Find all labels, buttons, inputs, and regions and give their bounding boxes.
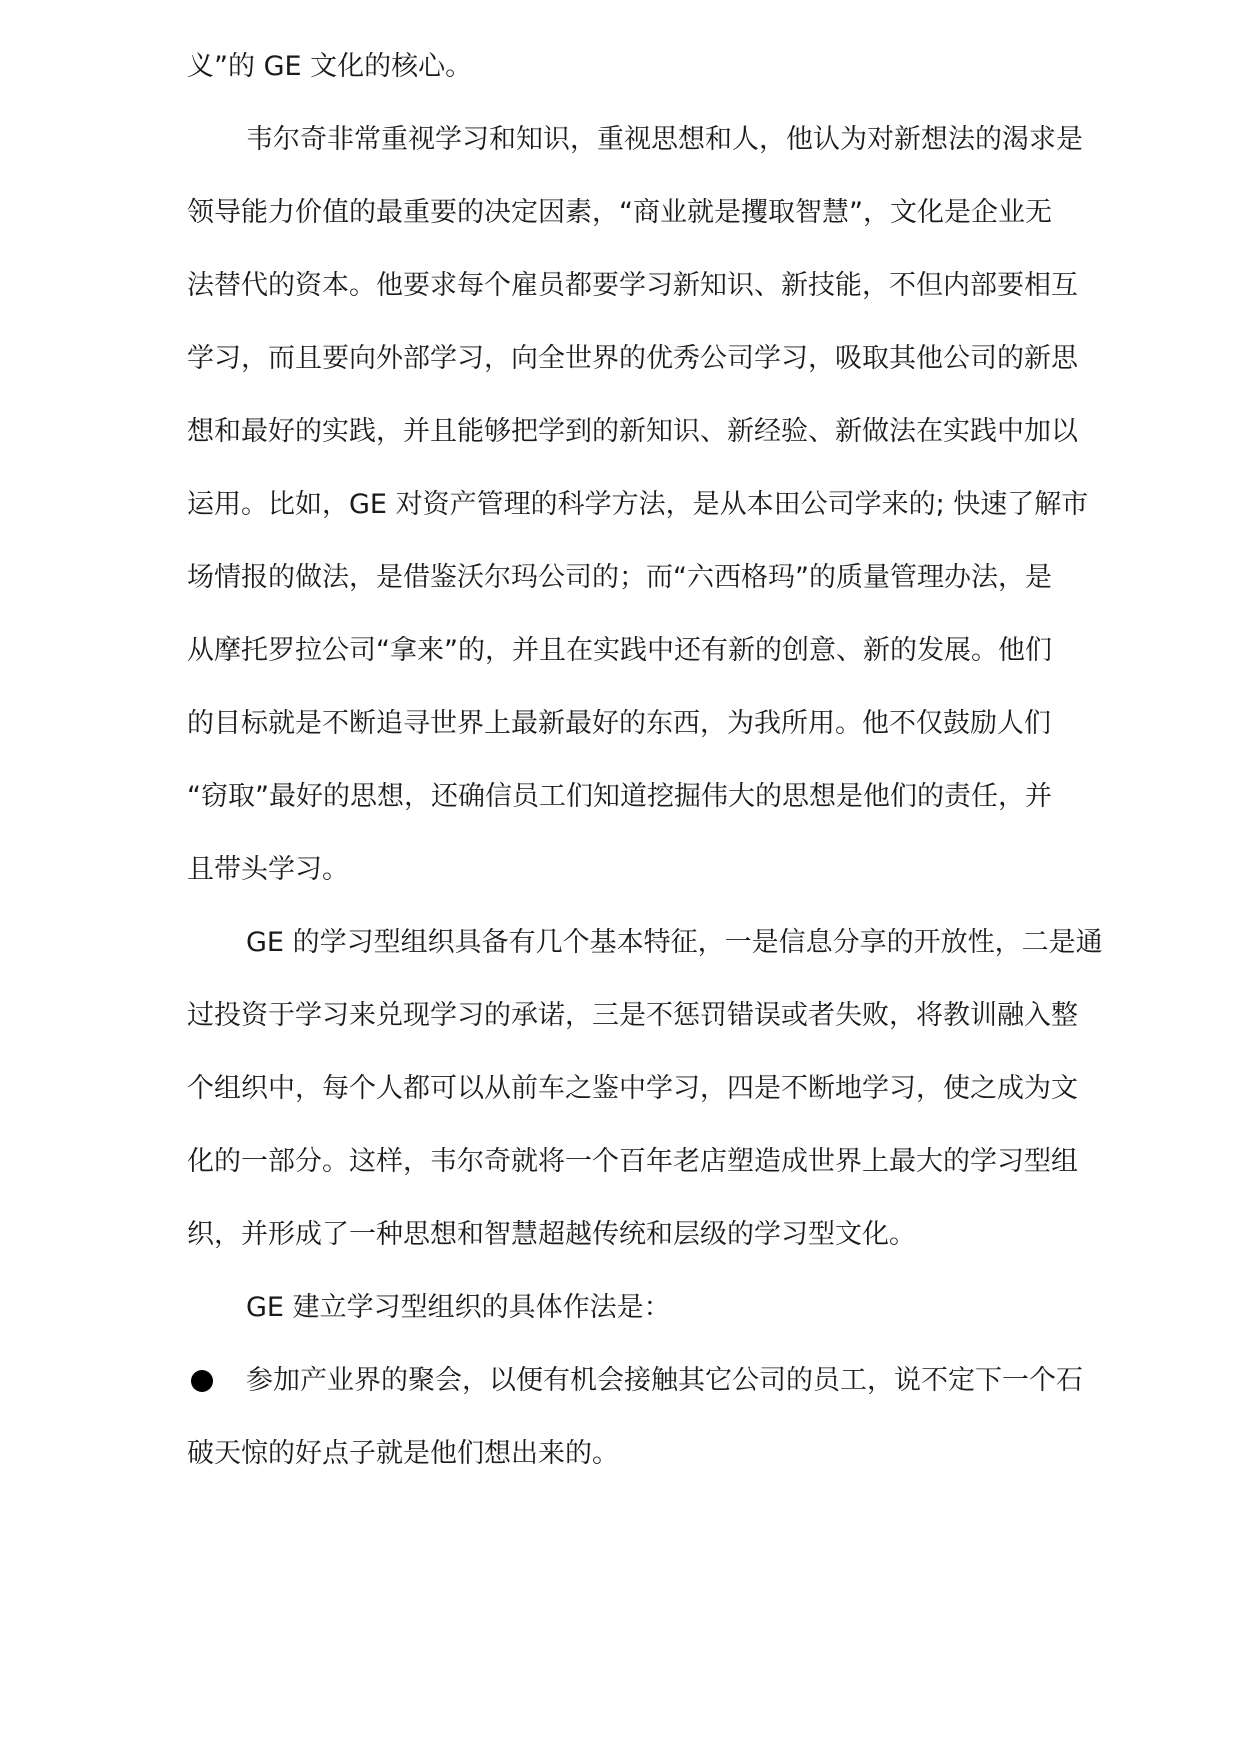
text-line: 从摩托罗拉公司“拿来”的，并且在实践中还有新的创意、新的发展。他们 [187,635,1052,666]
paragraph-start-line: GE 的学习型组织具备有几个基本特征，一是信息分享的开放性，二是通 [246,927,1103,958]
text-line: 且带头学习。 [187,854,349,885]
text-line: 场情报的做法，是借鉴沃尔玛公司的；而“六西格玛”的质量管理办法，是 [187,562,1052,593]
body-text [187,30,1142,1490]
text-line: 想和最好的实践，并且能够把学到的新知识、新经验、新做法在实践中加以 [187,416,1078,447]
text-line: 化的一部分。这样，韦尔奇就将一个百年老店塑造成世界上最大的学习型组 [187,1146,1078,1177]
text-line: 过投资于学习来兑现学习的承诺，三是不惩罚错误或者失败，将教训融入整 [187,1000,1078,1031]
text-line: 法替代的资本。他要求每个雇员都要学习新知识、新技能，不但内部要相互 [187,270,1078,301]
text-line: “窃取”最好的思想，还确信员工们知道挖掘伟大的思想是他们的责任，并 [187,781,1052,812]
text-line: 义”的 GE 文化的核心。 [187,51,473,82]
text-line: 织，并形成了一种思想和智慧超越传统和层级的学习型文化。 [187,1219,916,1250]
text-line: 学习，而且要向外部学习，向全世界的优秀公司学习，吸取其他公司的新思 [187,343,1078,374]
text-line: 的目标就是不断追寻世界上最新最好的东西，为我所用。他不仅鼓励人们 [187,708,1051,739]
text-line: 破天惊的好点子就是他们想出来的。 [187,1438,619,1469]
text-line: 个组织中，每个人都可以从前车之鉴中学习，四是不断地学习，使之成为文 [187,1073,1078,1104]
paragraph-start-line: GE 建立学习型组织的具体作法是： [246,1292,671,1323]
bullet-list-item [187,1344,1142,1417]
text-line: 领导能力价值的最重要的决定因素，“商业就是攫取智慧”，文化是企业无 [187,197,1052,228]
bullet-text: 参加产业界的聚会，以便有机会接触其它公司的员工，说不定下一个石 [246,1365,1083,1396]
filled-circle-bullet-icon [191,1370,213,1392]
paragraph-start-line: 韦尔奇非常重视学习和知识，重视思想和人，他认为对新想法的渴求是 [246,124,1083,155]
text-line: 运用。比如，GE 对资产管理的科学方法，是从本田公司学来的; 快速了解市 [187,489,1089,520]
